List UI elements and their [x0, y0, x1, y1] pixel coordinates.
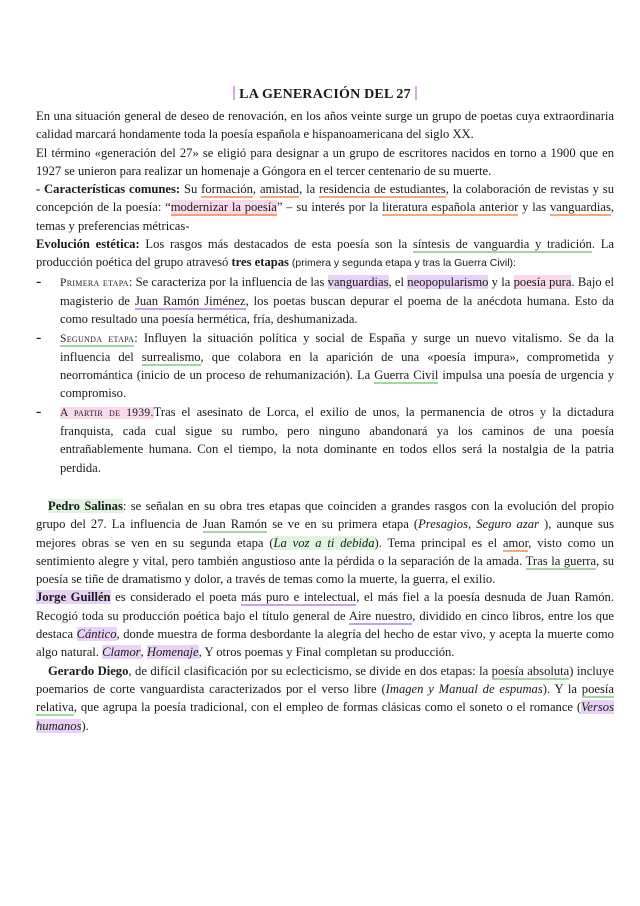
intro-paragraph-2: El término «generación del 27» se eligió para designar a un grupo de escritores nacidos en torno a 1900 que en 1927 se unieron para realizar un homenaje a Góngora en el tercer centenario de su muerte.	[36, 145, 614, 178]
highlight: surrealismo	[141, 349, 201, 364]
caracteristicas-paragraph	[36, 180, 614, 235]
work-title: Versos humanos	[36, 700, 614, 733]
salinas-paragraph	[36, 497, 614, 588]
highlight: Tras la guerra	[525, 553, 597, 568]
text: ). Tema principal es el	[374, 535, 503, 550]
text: ). Y la	[542, 681, 582, 696]
highlight: amistad	[259, 182, 300, 197]
highlight: poesía relativa	[36, 681, 614, 715]
highlight: formación	[201, 182, 253, 197]
highlight: vanguardias	[550, 200, 611, 215]
text: Los rasgos más destacados de esta poesía son la	[139, 237, 413, 252]
highlight: neopopularismo	[407, 274, 489, 289]
spacer	[36, 477, 614, 497]
highlight: Juan Ramón Jiménez	[134, 293, 246, 308]
text: , visto como un sentimiento alegre y vital, pero también angustioso ante la pérdida o la separación de la amada.	[36, 535, 614, 568]
text: ” – su interés por la	[276, 200, 383, 215]
note-text: (primera y segunda etapa y tras la Guerra Civil):	[288, 257, 516, 270]
work-title: Homenaje	[146, 645, 199, 660]
etapa-label: A partir de 1939.	[60, 406, 154, 419]
text: , Y otros poemas y Final completan su producción.	[198, 645, 455, 660]
highlight: modernizar la poesía	[170, 200, 277, 215]
text: ) incluye poemarios de corte vanguardista caracterizados por el verso libre (	[36, 663, 614, 696]
highlight: poesía absoluta	[491, 663, 570, 678]
text: se ve en su primera etapa (	[267, 517, 419, 532]
text: , dividido en cinco libros, entre los que destaca	[36, 608, 614, 642]
highlight-mark	[233, 86, 235, 100]
etapa-segunda	[36, 329, 614, 403]
text: , los poetas buscan depurar el poema de la anécdota humana. Esto da como resultado una poesía hermética, fría, deshumanizada.	[60, 293, 614, 327]
highlight: amor	[502, 535, 529, 550]
etapa-text	[60, 329, 614, 403]
etapa-label: Segunda etapa	[60, 332, 135, 345]
text: , donde muestra de forma desbordante la alegría del hecho de estar vivo, y acepta la muerte como algo natural.	[36, 627, 614, 660]
evolucion-label: Evolución estética:	[36, 237, 140, 252]
text: y las	[518, 200, 550, 215]
highlight: residencia de estudiantes	[319, 182, 446, 197]
text: y la	[488, 274, 514, 289]
work-title: Cántico	[76, 627, 117, 642]
highlight: poesía pura	[513, 274, 572, 289]
highlight: vanguardias	[327, 274, 389, 289]
text: , su poesía se tiñe de dramatismo y dolor, a través de temas como la muerte, la guerra, el exilio.	[36, 553, 615, 587]
etapa-tercera	[36, 403, 614, 477]
work-title: Imagen y Manual de espumas	[385, 681, 543, 696]
etapa-label: Primera etapa	[60, 276, 129, 289]
bold-text: tres etapas	[231, 255, 289, 270]
text: : Influyen la situación política y social de España y surge un nuevo vitalismo. Se da la influencia del	[60, 330, 614, 364]
text: Tras el asesinato de Lorca, el exilio de unos, la permanencia de otros y la dictadura franquista, cada cual sigue su rumbo, pero ninguno abandonará ya los caminos de una poesía entrañablemente humana. Con el tiempo, la nota dominante en todos ellos será la nostalgia de la patria perdida.	[60, 404, 614, 475]
author-name: Pedro Salinas	[48, 498, 123, 513]
text: . Bajo el magisterio de	[60, 274, 614, 308]
etapa-text	[60, 273, 614, 329]
highlight: Guerra Civil	[374, 368, 439, 383]
etapa-primera	[36, 273, 614, 329]
text: es considerado el poeta	[110, 590, 242, 605]
bullet-dash: -	[36, 402, 42, 420]
highlight-mark	[415, 86, 417, 100]
text: ).	[81, 718, 89, 733]
text: : se señalan en su obra tres etapas que coinciden a grandes rasgos con la evolución del propio grupo del 27. La influencia de	[36, 498, 614, 532]
text: , la colaboración de revistas y su concepción de la poesía: “	[36, 182, 615, 215]
text: , el	[388, 274, 408, 289]
evolucion-paragraph	[36, 235, 614, 273]
diego-paragraph	[36, 662, 614, 735]
text: , que agrupa la poesía tradicional, con el empleo de formas clásicas como el soneto o el romance (	[73, 700, 582, 715]
author-name: Jorge Guillén	[36, 590, 111, 605]
caracteristicas-label: - Características comunes:	[36, 182, 181, 197]
text: , de difícil clasificación por su eclecticismo, se divide en dos etapas: la	[128, 663, 492, 678]
text: , el más fiel a la poesía desnuda de Juan Ramón. Recogió toda su producción poética bajo el título general de	[36, 590, 614, 623]
text: ,	[140, 645, 147, 660]
highlight: Juan Ramón	[202, 517, 268, 532]
text: ), aunque sus mejores obras se ven en su segunda etapa (	[36, 517, 615, 550]
highlight: Aire nuestro	[348, 608, 413, 623]
text: ,	[252, 182, 260, 197]
text: , la	[299, 182, 320, 197]
highlight: literatura española anterior	[382, 200, 519, 215]
highlight: más puro e intelectual	[241, 590, 357, 605]
text: . La producción poética del grupo atravesó	[36, 237, 614, 270]
page-title	[36, 86, 614, 103]
highlight: síntesis de vanguardia y tradición	[412, 237, 592, 252]
text: impulsa una poesía de urgencia y compromiso.	[60, 368, 614, 401]
guillen-paragraph	[36, 588, 614, 661]
text: , temas y preferencias métricas-	[36, 200, 615, 233]
etapa-text	[60, 403, 614, 477]
bullet-dash: -	[36, 272, 42, 290]
intro-paragraph-1: En una situación general de deseo de renovación, en los años veinte surge un grupo de poetas cuya extraordinaria calidad marcará hondamente toda la poesía española e hispanoamericana del siglo XX.	[36, 109, 614, 142]
work-title: Presagios, Seguro azar	[418, 517, 539, 532]
work-title: La voz a ti debida	[273, 535, 375, 550]
text: : Se caracteriza por la influencia de las	[128, 274, 328, 289]
text: Su	[180, 182, 202, 197]
title-text: LA GENERACIÓN DEL 27	[239, 87, 411, 102]
bullet-dash: -	[36, 328, 42, 346]
author-name: Gerardo Diego	[48, 663, 129, 678]
text: , que colabora en la aparición de una «poesía impura», comprometida y neorromántica (inicio de un proceso de rehumanización). La	[60, 349, 614, 383]
work-title: Clamor	[102, 645, 141, 660]
